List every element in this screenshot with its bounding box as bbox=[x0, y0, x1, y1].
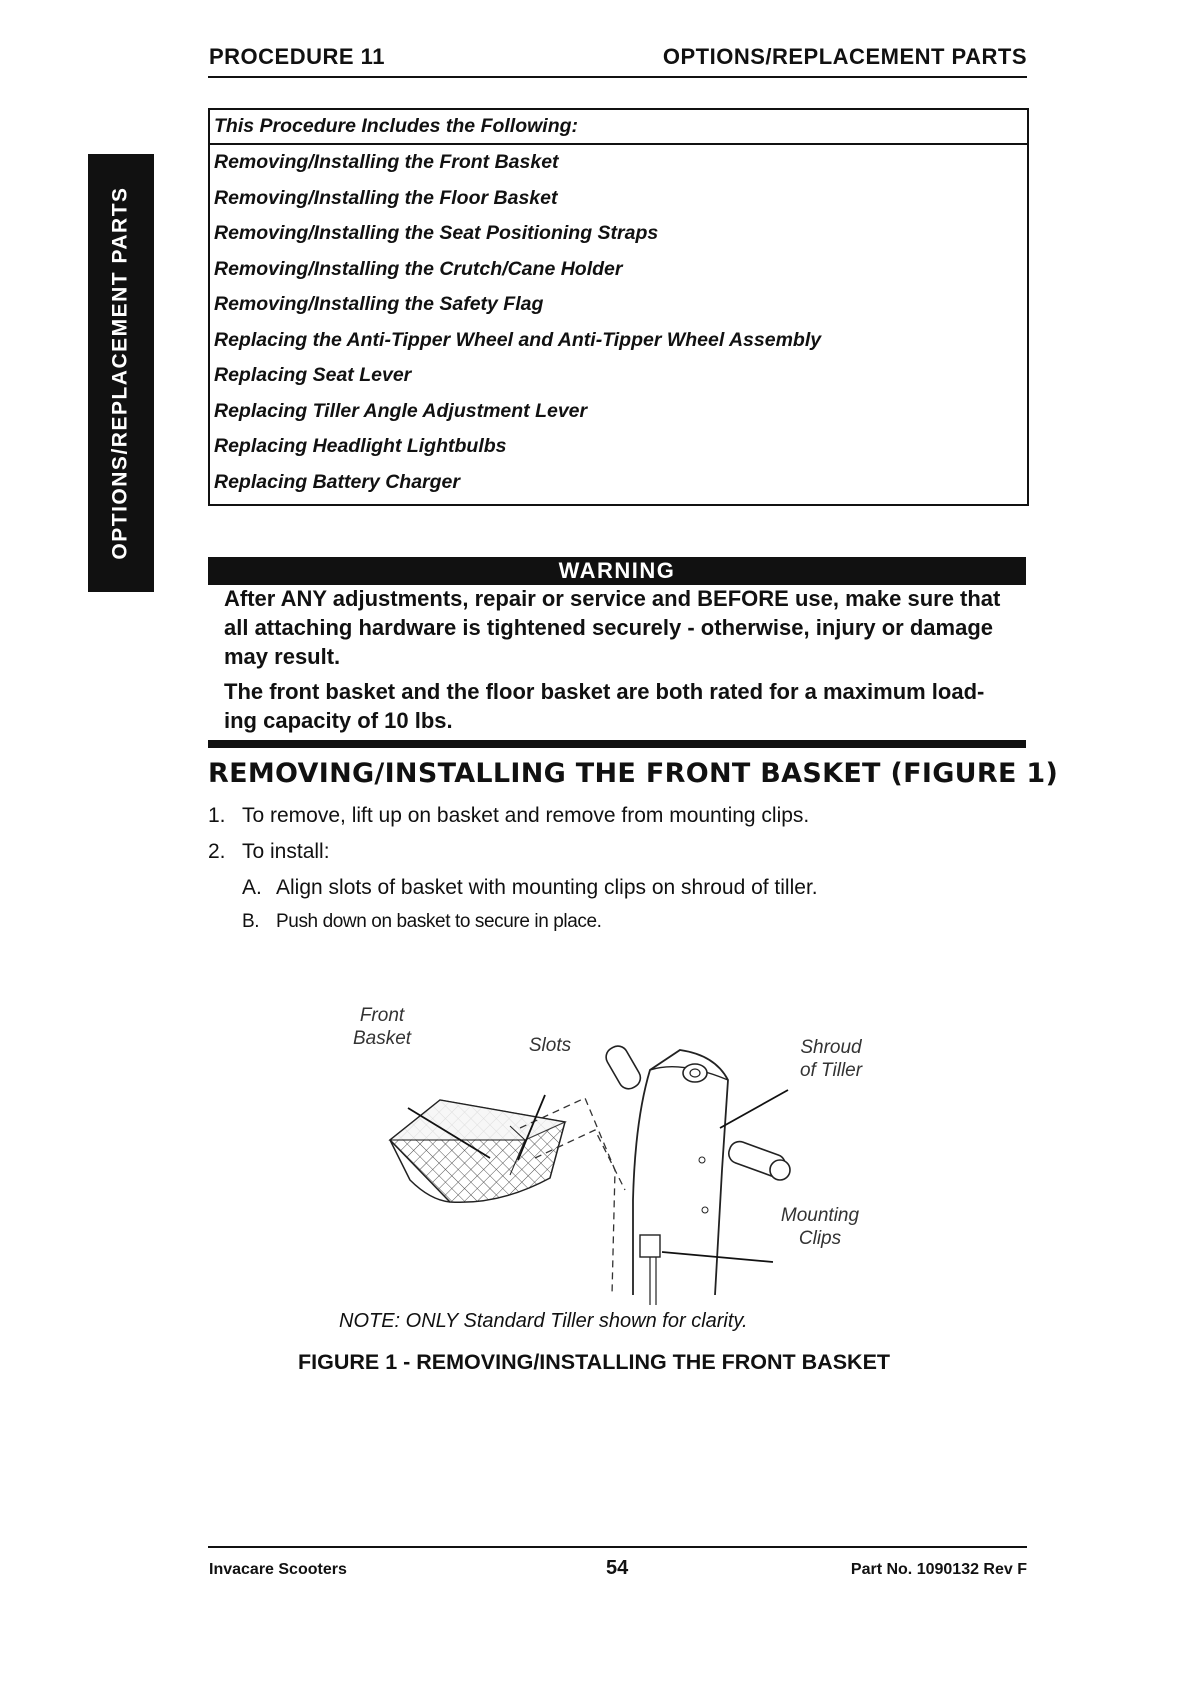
step-text: To install: bbox=[242, 840, 330, 863]
side-section-tab bbox=[88, 154, 154, 592]
contents-item: Replacing Seat Lever bbox=[214, 364, 412, 386]
substep-text: Align slots of basket with mounting clips on shroud of tiller. bbox=[276, 876, 818, 899]
footer-product: Invacare Scooters bbox=[209, 1561, 347, 1578]
footer-divider bbox=[208, 1546, 1027, 1548]
contents-item: Removing/Installing the Safety Flag bbox=[214, 293, 544, 315]
contents-item: Replacing Battery Charger bbox=[214, 470, 460, 493]
substep-label: B. bbox=[242, 911, 260, 932]
section-header: OPTIONS/REPLACEMENT PARTS bbox=[662, 44, 1027, 69]
step-text: To remove, lift up on basket and remove from mounting clips. bbox=[242, 804, 810, 827]
label-clips-line2: Clips bbox=[798, 1228, 842, 1249]
step-number: 2. bbox=[208, 840, 226, 863]
substep-label: A. bbox=[242, 876, 262, 899]
side-tab-label: OPTIONS/REPLACEMENT PARTS bbox=[109, 186, 133, 560]
procedure-contents-box bbox=[208, 108, 1029, 506]
section-title: REMOVING/INSTALLING THE FRONT BASKET (FIGURE 1) bbox=[208, 758, 1059, 789]
label-clips-line1: Mounting bbox=[780, 1205, 860, 1226]
front-basket-figure bbox=[350, 1005, 890, 1310]
warning-bottom-rule bbox=[208, 740, 1026, 748]
warning-text-hardware: After ANY adjustments, repair or service and BEFORE use, make sure that all attaching hardware is tightened securely - otherwise, injury or damage may result. bbox=[224, 586, 1001, 669]
warning-text-capacity: The front basket and the floor basket are both rated for a maximum load-ing capacity of 10 lbs. bbox=[224, 679, 985, 733]
contents-item: Removing/Installing the Crutch/Cane Holder bbox=[214, 257, 623, 280]
label-shroud-line2: of Tiller bbox=[799, 1060, 863, 1081]
footer-part-number: Part No. 1090132 Rev F bbox=[850, 1561, 1027, 1578]
tiller-drawing bbox=[602, 1042, 790, 1305]
contents-item: Removing/Installing the Front Basket bbox=[214, 151, 559, 173]
figure-caption: FIGURE 1 - REMOVING/INSTALLING THE FRONT BASKET bbox=[298, 1350, 891, 1374]
header-divider bbox=[208, 76, 1027, 78]
label-front-basket-line2: Basket bbox=[352, 1028, 412, 1049]
page-number: 54 bbox=[606, 1557, 629, 1579]
contents-item: Replacing Headlight Lightbulbs bbox=[214, 435, 507, 457]
contents-item: Removing/Installing the Seat Positioning Straps bbox=[214, 222, 659, 244]
figure-note: NOTE: ONLY Standard Tiller shown for clarity. bbox=[339, 1310, 748, 1332]
warning-banner: WARNING bbox=[208, 557, 1026, 585]
procedure-number: PROCEDURE 11 bbox=[209, 44, 385, 69]
label-mounting-clips bbox=[770, 1204, 870, 1250]
label-front-basket-line1: Front bbox=[359, 1005, 405, 1026]
label-slots: Slots bbox=[528, 1035, 572, 1056]
contents-item: Removing/Installing the Floor Basket bbox=[214, 186, 558, 209]
contents-item: Replacing the Anti-Tipper Wheel and Anti-Tipper Wheel Assembly bbox=[214, 328, 822, 351]
substep-text: Push down on basket to secure in place. bbox=[276, 911, 602, 932]
contents-item: Replacing Tiller Angle Adjustment Lever bbox=[214, 399, 588, 422]
step-number: 1. bbox=[208, 804, 226, 827]
label-shroud-of-tiller bbox=[786, 1036, 876, 1082]
contents-heading: This Procedure Includes the Following: bbox=[210, 110, 1027, 145]
contents-list bbox=[210, 145, 1027, 500]
label-front-basket bbox=[332, 1004, 432, 1050]
label-shroud-line1: Shroud bbox=[800, 1037, 862, 1058]
